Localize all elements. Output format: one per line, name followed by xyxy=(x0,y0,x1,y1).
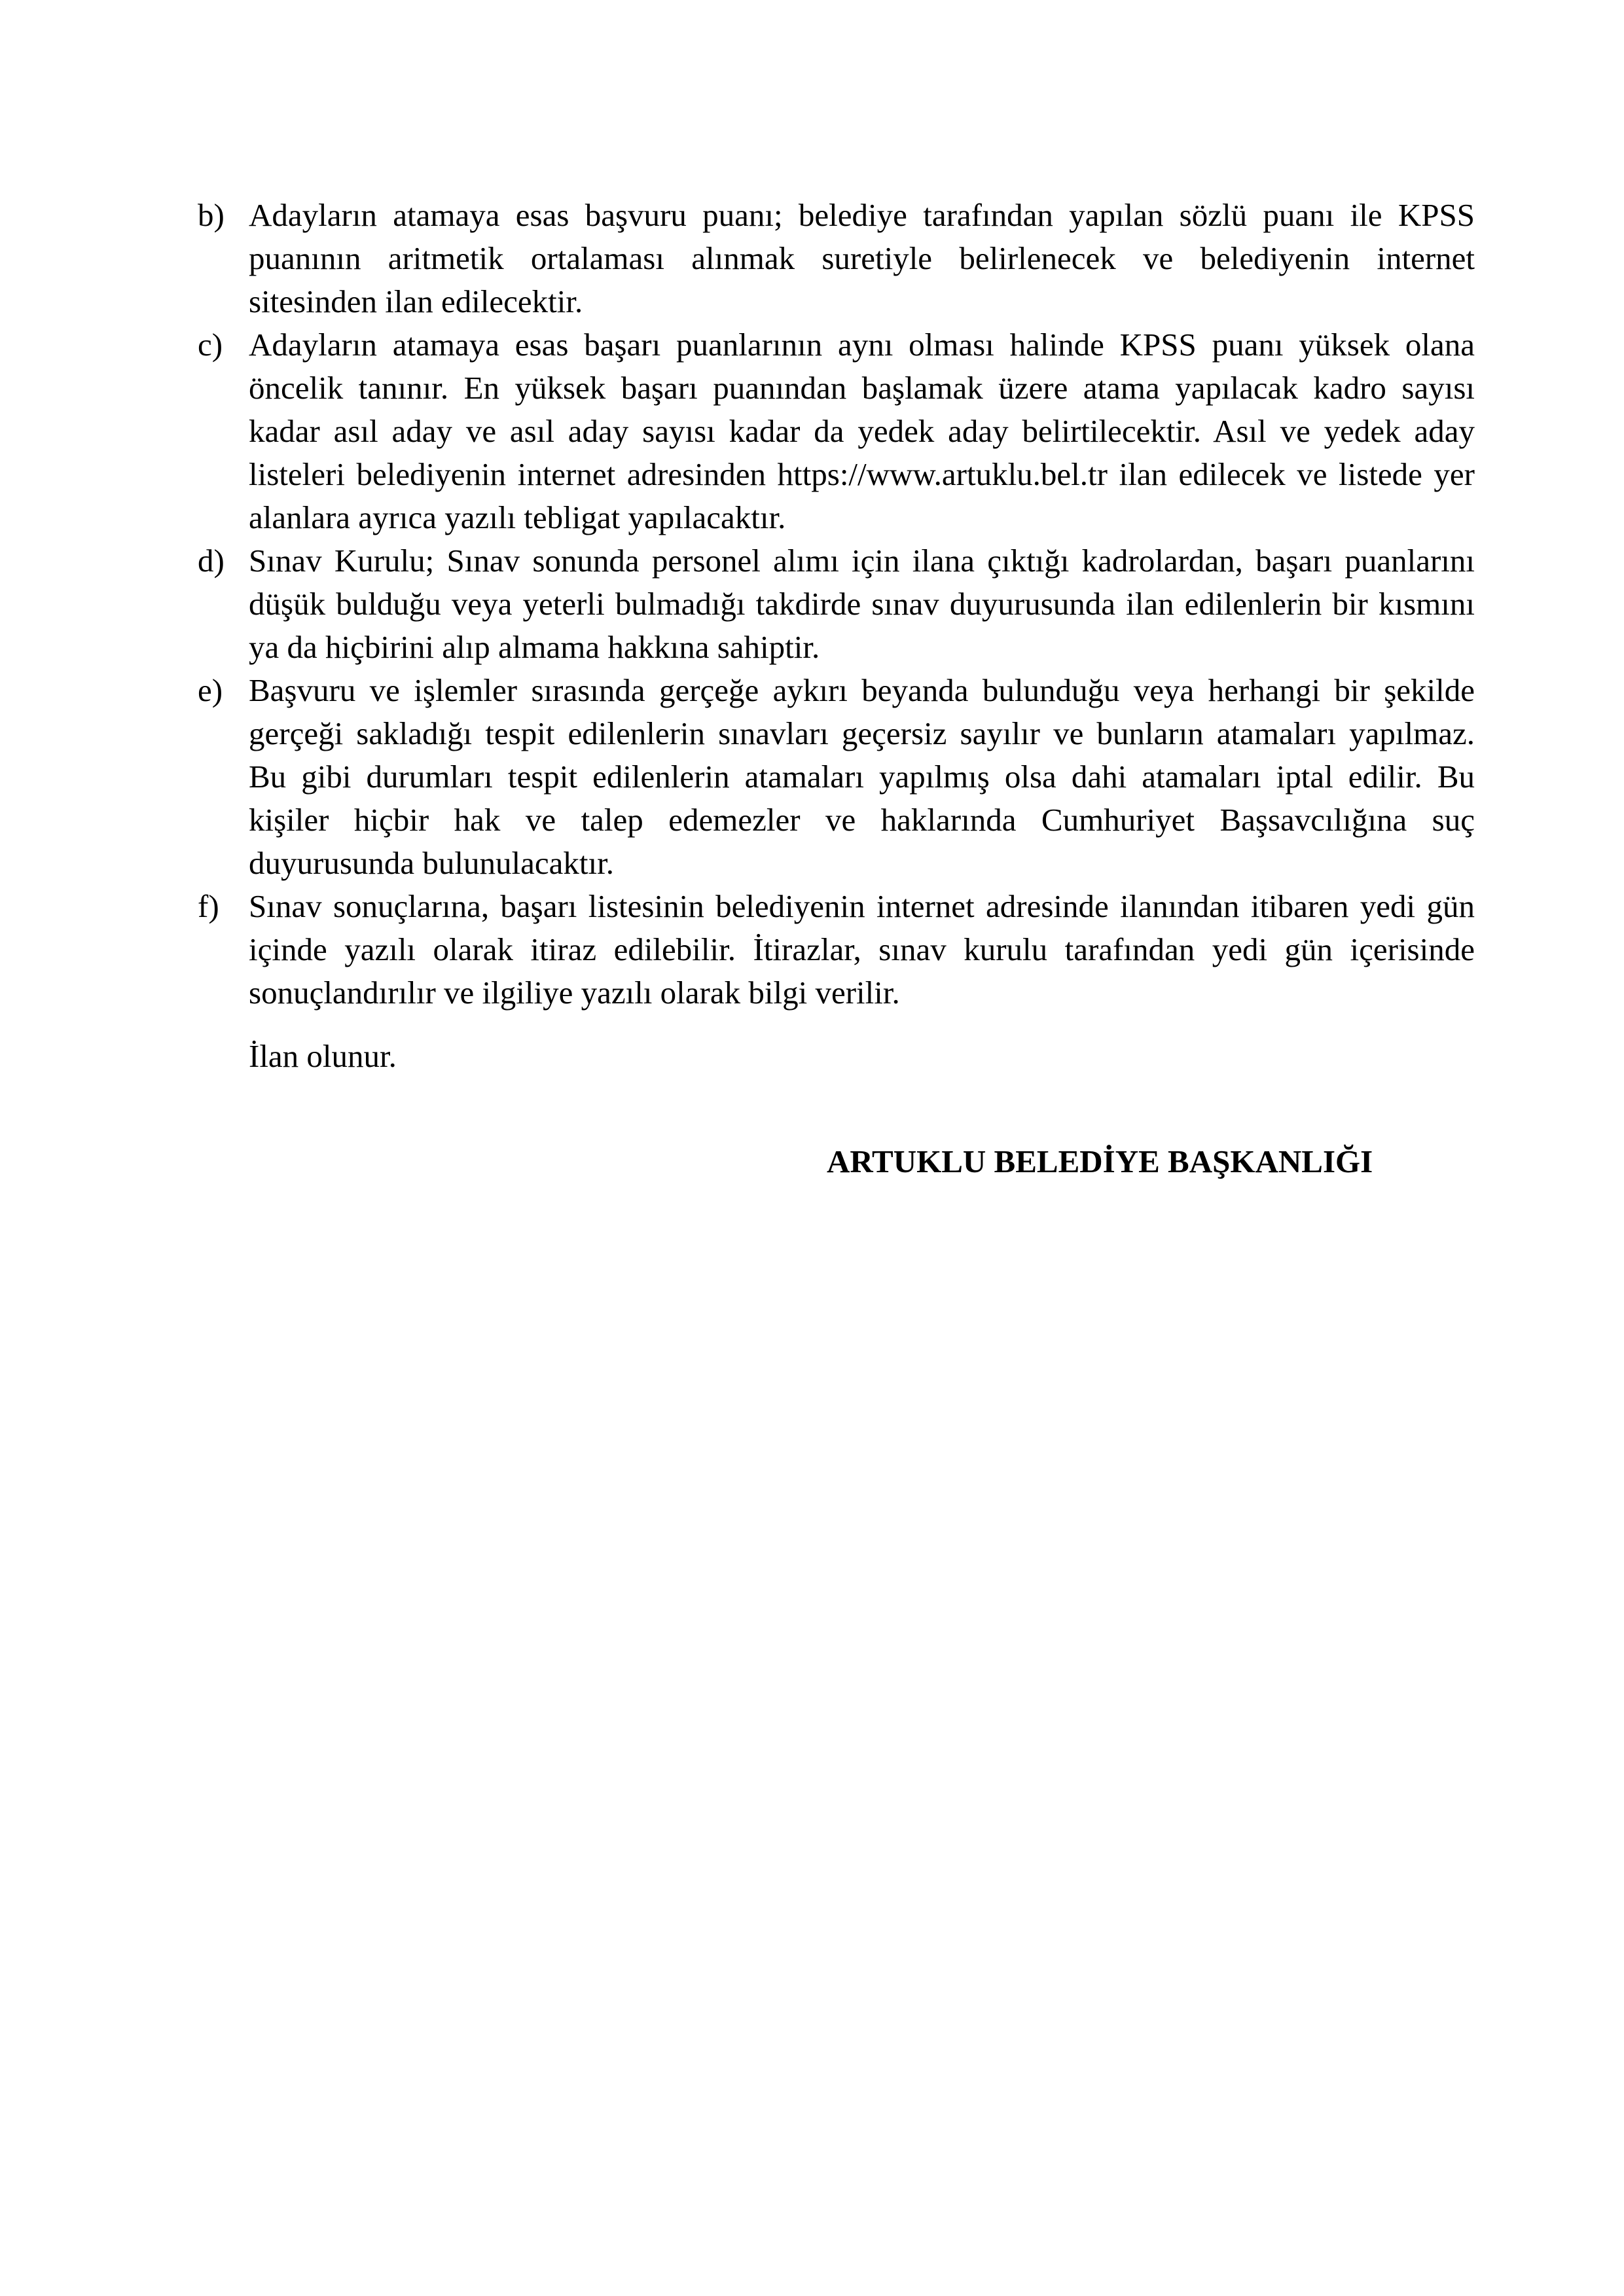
list-item-text xyxy=(249,669,1475,885)
list-item-line: düşük bulduğu veya yeterli bulmadığı takdirde sınav duyurusunda ilan edilenlerin bir kısmını xyxy=(249,586,1475,622)
list-item-line: Başvuru ve işlemler sırasında gerçeğe aykırı beyanda bulunduğu veya herhangi bir şekilde xyxy=(249,672,1475,708)
list-item-text xyxy=(249,323,1475,539)
list-item-marker: c) xyxy=(198,327,223,363)
list-item-line: Sınav sonuçlarına, başarı listesinin belediyenin internet adresinde ilanından itibaren yedi gün xyxy=(249,888,1475,924)
list-item-text xyxy=(249,885,1475,1014)
list-item-text xyxy=(249,194,1475,323)
list-item-line: Bu gibi durumları tespit edilenlerin atamaları yapılmış olsa dahi atamaları iptal edilir. Bu xyxy=(249,759,1475,795)
list-item-line: öncelik tanınır. En yüksek başarı puanından başlamak üzere atama yapılacak kadro sayısı xyxy=(249,370,1475,406)
lettered-list xyxy=(198,194,1475,1014)
list-item-line: kadar asıl aday ve asıl aday sayısı kadar da yedek aday belirtilecektir. Asıl ve yedek aday xyxy=(249,413,1475,449)
list-item-line: ya da hiçbirini alıp almama hakkına sahiptir. xyxy=(249,629,820,665)
list-item-line: içinde yazılı olarak itiraz edilebilir. İtirazlar, sınav kurulu tarafından yedi gün içerisinde xyxy=(249,931,1475,967)
list-item-marker: f) xyxy=(198,888,219,924)
list-item-line: Adayların atamaya esas başvuru puanı; belediye tarafından yapılan sözlü puanı ile KPSS xyxy=(249,197,1475,233)
list-item xyxy=(198,885,1475,1014)
list-item-line: sonuçlandırılır ve ilgiliye yazılı olarak bilgi verilir. xyxy=(249,975,900,1011)
list-item-line: kişiler hiçbir hak ve talep edemezler ve haklarında Cumhuriyet Başsavcılığına suç xyxy=(249,802,1475,838)
document-content xyxy=(198,194,1475,1183)
closing-line: İlan olunur. xyxy=(249,1038,397,1074)
list-item-line: puanının aritmetik ortalaması alınmak suretiyle belirlenecek ve belediyenin internet xyxy=(249,240,1475,276)
signature-title: ARTUKLU BELEDİYE BAŞKANLIĞI xyxy=(827,1143,1373,1179)
list-item xyxy=(198,323,1475,539)
list-item-text xyxy=(249,539,1475,669)
list-item xyxy=(198,669,1475,885)
list-item xyxy=(198,194,1475,323)
list-item-line: Sınav Kurulu; Sınav sonunda personel alımı için ilana çıktığı kadrolardan, başarı puanlarını xyxy=(249,543,1475,579)
list-item-line: Adayların atamaya esas başarı puanlarının aynı olması halinde KPSS puanı yüksek olana xyxy=(249,327,1475,363)
list-item-marker: b) xyxy=(198,197,225,233)
list-item-line: sitesinden ilan edilecektir. xyxy=(249,283,583,319)
list-item xyxy=(198,539,1475,669)
list-item-line: duyurusunda bulunulacaktır. xyxy=(249,845,614,881)
list-item-marker: d) xyxy=(198,543,225,579)
list-item-marker: e) xyxy=(198,672,223,708)
list-item-line: gerçeği sakladığı tespit edilenlerin sınavları geçersiz sayılır ve bunların atamaları yapılmaz. xyxy=(249,715,1475,751)
list-item-line: listeleri belediyenin internet adresinden https://www.artuklu.bel.tr ilan edilecek ve listede yer xyxy=(249,456,1475,492)
list-item-line: alanlara ayrıca yazılı tebligat yapılacaktır. xyxy=(249,499,786,535)
